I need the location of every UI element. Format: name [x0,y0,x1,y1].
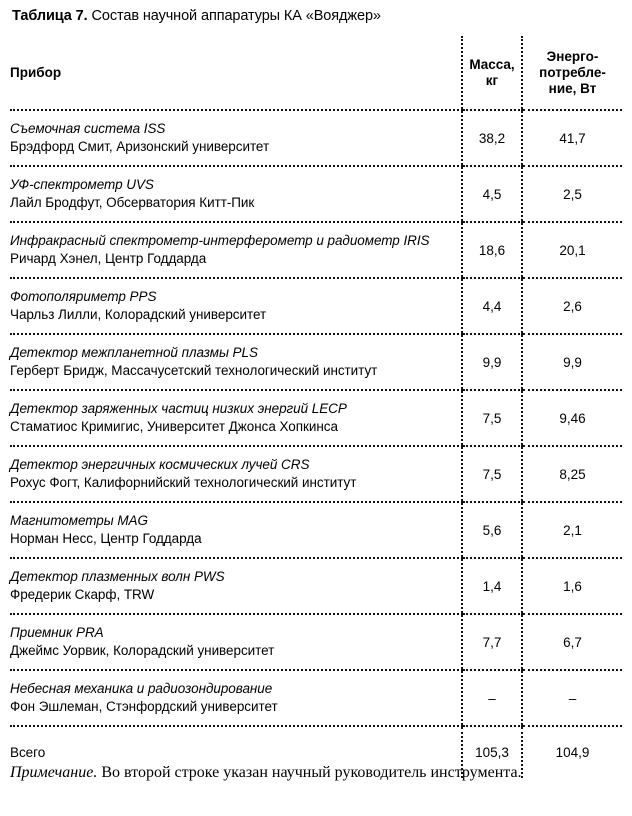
table-row [10,558,622,614]
cell-instrument [10,110,462,166]
cell-power: 2,5 [522,166,622,222]
cell-mass: 9,9 [462,334,522,390]
column-header-mass-line1: Масса, [469,56,515,72]
investigator-name: Рохус Фогт, Калифорнийский технологический институт [10,475,357,490]
cell-power: 9,46 [522,390,622,446]
table-caption [12,8,381,25]
cell-power: 2,1 [522,502,622,558]
table-row [10,278,622,334]
table-body [10,110,622,778]
cell-instrument [10,278,462,334]
instrument-name: Съемочная система ISS [10,121,166,136]
note-label: Примечание. [10,764,98,781]
instrument-name: Детектор межпланетной плазмы PLS [10,345,258,360]
cell-instrument [10,670,462,726]
cell-instrument [10,558,462,614]
table-row [10,502,622,558]
column-header-power-line3: ние, Вт [548,80,597,96]
instrument-table [10,36,622,778]
column-header-mass-line2: кг [485,72,499,88]
cell-total-power: 104,9 [522,726,622,778]
instrument-name: УФ-спектрометр UVS [10,177,154,192]
caption-text: Состав научной аппаратуры КА «Вояджер» [91,8,381,24]
cell-mass: 7,7 [462,614,522,670]
table-row [10,222,622,278]
header-row [10,36,622,110]
cell-mass: 4,4 [462,278,522,334]
cell-mass: 18,6 [462,222,522,278]
cell-mass: 38,2 [462,110,522,166]
cell-power: 2,6 [522,278,622,334]
table-row [10,670,622,726]
table-row [10,110,622,166]
cell-instrument [10,614,462,670]
table-note [10,762,626,784]
table-container [10,36,622,778]
cell-instrument [10,446,462,502]
cell-instrument [10,166,462,222]
cell-mass: – [462,670,522,726]
investigator-name: Чарльз Лилли, Колорадский университет [10,307,267,322]
caption-label: Таблица 7. [12,8,88,24]
instrument-name: Инфракрасный спектрометр-интерферометр и радиометр IRIS [10,233,430,248]
table-header [10,36,622,110]
cell-instrument [10,390,462,446]
table-row [10,390,622,446]
instrument-name: Фотополяриметр PPS [10,289,157,304]
column-header-power-line1: Энерго- [546,48,599,64]
instrument-name: Детектор энергичных космических лучей CRS [10,457,310,472]
note-text: Во второй строке указан научный руководитель инструмента. [97,764,522,781]
investigator-name: Фон Эшлеман, Стэнфордский университет [10,699,278,714]
table-row [10,334,622,390]
instrument-name: Приемник PRA [10,625,104,640]
column-header-mass [462,36,522,110]
column-header-power-line2: потребле- [539,64,606,80]
cell-mass: 7,5 [462,390,522,446]
instrument-name: Магнитометры MAG [10,513,148,528]
cell-instrument [10,222,462,278]
instrument-name: Детектор плазменных волн PWS [10,569,225,584]
cell-power: 8,25 [522,446,622,502]
cell-power: – [522,670,622,726]
investigator-name: Брэдфорд Смит, Аризонский университет [10,139,270,154]
cell-power: 6,7 [522,614,622,670]
column-header-instrument: Прибор [10,36,462,110]
cell-power: 41,7 [522,110,622,166]
investigator-name: Герберт Бридж, Массачусетский технологический институт [10,363,378,378]
investigator-name: Ричард Хэнел, Центр Годдарда [10,251,207,266]
cell-power: 9,9 [522,334,622,390]
cell-mass: 7,5 [462,446,522,502]
cell-total-mass: 105,3 [462,726,522,778]
table-row [10,446,622,502]
instrument-name: Детектор заряженных частиц низких энергий LECP [10,401,347,416]
investigator-name: Стаматиос Кримигис, Университет Джонса Хопкинса [10,419,338,434]
cell-instrument [10,334,462,390]
column-header-power [522,36,622,110]
cell-power: 1,6 [522,558,622,614]
total-label: Всего [10,744,46,760]
investigator-name: Лайл Бродфут, Обсерватория Китт-Пик [10,195,255,210]
cell-mass: 1,4 [462,558,522,614]
instrument-name: Небесная механика и радиозондирование [10,681,273,696]
cell-power: 20,1 [522,222,622,278]
investigator-name: Норман Несс, Центр Годдарда [10,531,202,546]
investigator-name: Фредерик Скарф, TRW [10,587,155,602]
table-row [10,614,622,670]
table-row [10,166,622,222]
cell-mass: 5,6 [462,502,522,558]
cell-mass: 4,5 [462,166,522,222]
investigator-name: Джеймс Уорвик, Колорадский университет [10,643,275,658]
cell-instrument [10,502,462,558]
